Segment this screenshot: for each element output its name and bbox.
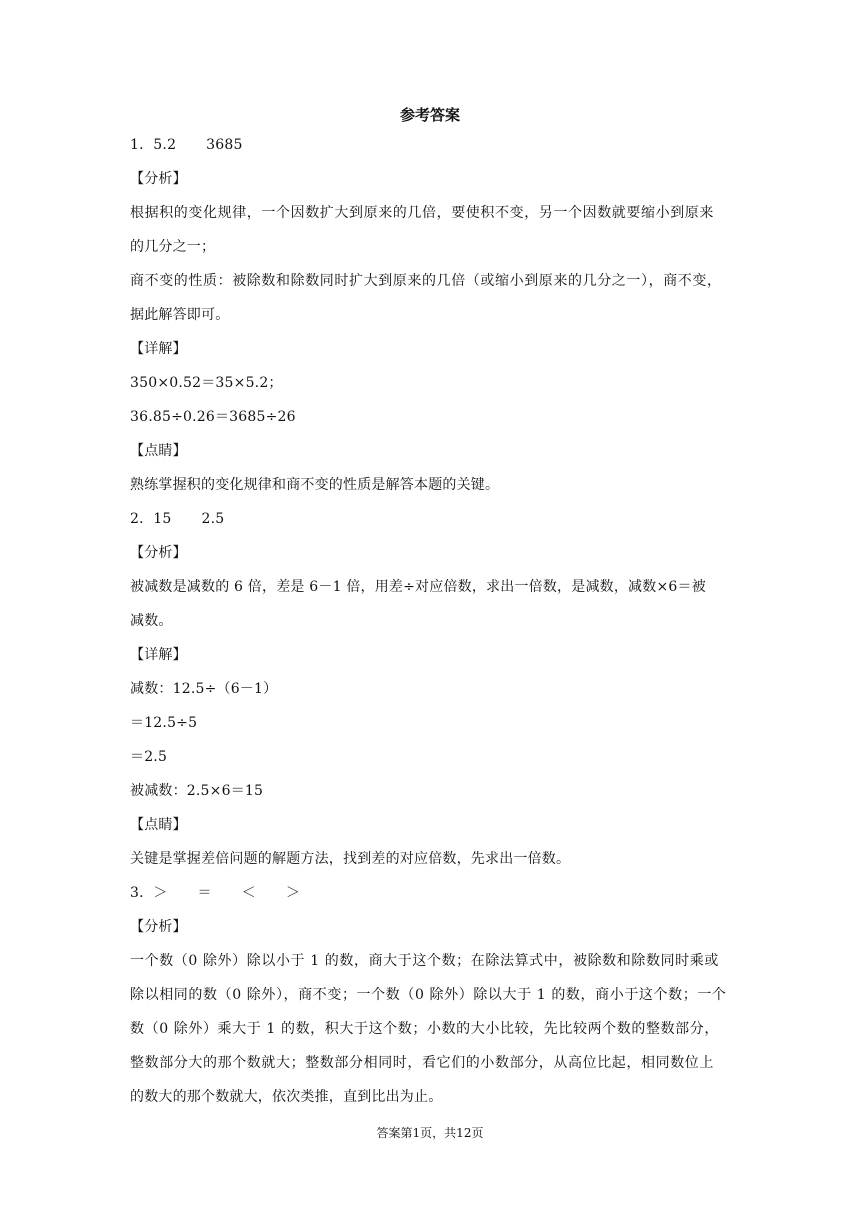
q3-analysis-text: 数（0 除外）乘大于 1 的数，积大于这个数；小数的大小比较，先比较两个数的整数部分， [130,1021,719,1037]
q1-comment-heading: 【点睛】 [130,443,187,459]
q3-answer-2: ＝ [197,885,212,901]
q2-answer-1: 2．15 [130,511,172,527]
q2-detail-text: ＝2.5 [130,749,168,765]
q2-analysis-heading: 【分析】 [130,545,187,561]
q2-analysis-text: 减数。 [130,613,173,629]
q2-detail-text: 被减数：2.5×6＝15 [130,783,264,799]
q3-answer-4: ＞ [285,885,301,901]
q1-detail-heading: 【详解】 [130,341,187,357]
q2-answer-line [130,508,730,542]
q1-detail-text: 36.85÷0.26＝3685÷26 [130,409,296,425]
q3-answer-3: ＜ [241,885,256,901]
q3-analysis-text: 的数大的那个数就大，依次类推，直到比出为止。 [130,1089,443,1105]
answer-content [130,134,730,1120]
q1-answer-2: 3685 [206,137,243,153]
page-title: 参考答案 [399,106,460,124]
q1-answer-1: 1．5.2 [130,137,177,153]
q1-analysis-heading: 【分析】 [130,171,187,187]
q2-detail-heading: 【详解】 [130,647,187,663]
q3-answer-line [130,882,730,916]
q1-analysis-text: 商不变的性质：被除数和除数同时扩大到原来的几倍（或缩小到原来的几分之一），商不变， [130,273,722,289]
q3-analysis-text: 一个数（0 除外）除以小于 1 的数，商大于这个数；在除法算式中，被除数和除数同时乘或 [130,953,719,969]
q2-comment-heading: 【点睛】 [130,817,187,833]
q1-analysis-text: 据此解答即可。 [130,307,230,323]
q2-answer-2: 2.5 [201,511,225,527]
q2-detail-text: 减数：12.5÷（6－1） [130,681,278,697]
q3-analysis-text: 除以相同的数（0 除外），商不变；一个数（0 除外）除以大于 1 的数，商小于这个数；一个 [130,987,727,1003]
q3-analysis-text: 整数部分大的那个数就大；整数部分相同时，看它们的小数部分，从高位比起，相同数位上 [130,1055,714,1071]
q2-detail-text: ＝12.5÷5 [130,715,198,731]
q1-answer-line [130,134,730,168]
q1-analysis-text: 根据积的变化规律，一个因数扩大到原来的几倍，要使积不变，另一个因数就要缩小到原来 [130,205,714,221]
page-footer: 答案第1页，共12页 [376,1126,484,1140]
q1-detail-text: 350×0.52＝35×5.2； [130,375,283,391]
q1-comment-text: 熟练掌握积的变化规律和商不变的性质是解答本题的关键。 [130,477,500,493]
q2-analysis-text: 被减数是减数的 6 倍，差是 6－1 倍，用差÷对应倍数，求出一倍数，是减数，减数×6＝被 [130,579,706,595]
q2-comment-text: 关键是掌握差倍问题的解题方法，找到差的对应倍数，先求出一倍数。 [130,851,571,867]
q3-analysis-heading: 【分析】 [130,919,187,935]
q3-answer-1: 3．＞ [130,885,168,901]
q1-analysis-text: 的几分之一； [130,239,216,255]
